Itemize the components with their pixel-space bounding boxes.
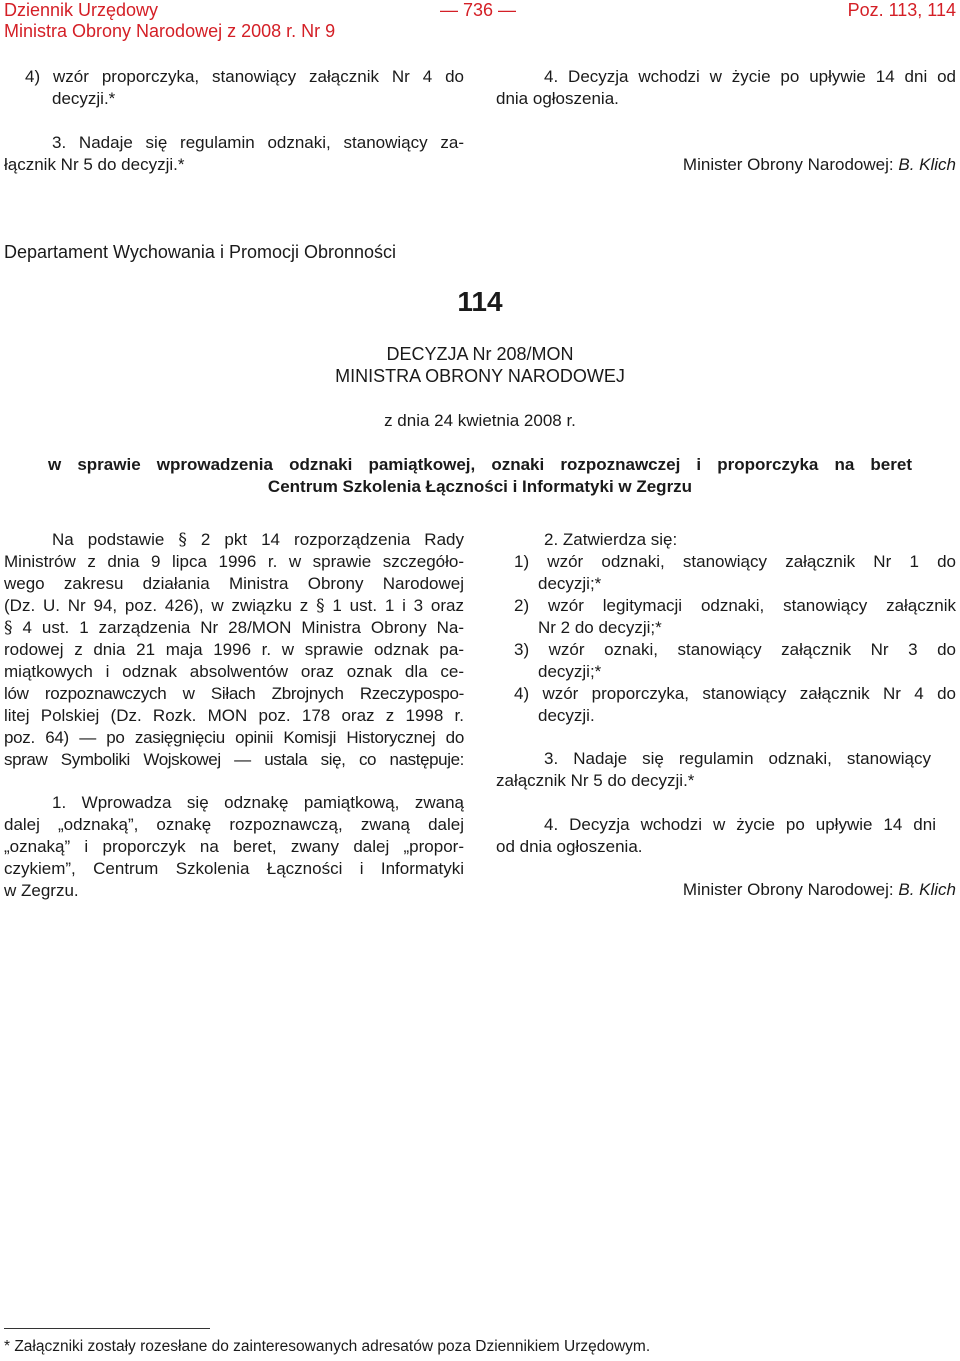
decision-number: 114 bbox=[457, 286, 503, 317]
paragraph-4-line-1: 4. Decyzja wchodzi w życie po upływie 14 dni bbox=[544, 815, 936, 834]
preamble-line-3: wego zakresu działania Ministra Obrony Narodowej bbox=[4, 574, 464, 593]
paragraph-2-heading: 2. Zatwierdza się: bbox=[544, 530, 678, 549]
preamble-line-6: rodowej z dnia 21 maja 1996 r. w sprawie odznak pa- bbox=[4, 640, 464, 659]
paragraph-1-line-3: „oznaką” i proporczyk na beret, zwany dalej „propor- bbox=[4, 837, 464, 856]
preamble-line-8: lów rozpoznawczych w Siłach Zbrojnych Rzeczypospo- bbox=[4, 684, 464, 703]
footnote: * Załączniki zostały rozesłane do zainteresowanych adresatów poza Dziennikiem Urzędowym. bbox=[4, 1338, 651, 1355]
preamble-line-4 bbox=[4, 595, 464, 618]
section-sign: § bbox=[316, 596, 325, 616]
department-name: Departament Wychowania i Promocji Obronności bbox=[4, 242, 397, 262]
preamble-text-a: (Dz. U. Nr 94, poz. 426), w związku z bbox=[4, 596, 317, 615]
preamble-line-5 bbox=[4, 617, 464, 640]
decision-subject-line2: Centrum Szkolenia Łączności i Informatyki w Zegrzu bbox=[267, 477, 693, 496]
page-number: — 736 — bbox=[440, 0, 517, 20]
ministry-line: Ministra Obrony Narodowej z 2008 r. Nr 9 bbox=[4, 21, 336, 41]
preamble-text-a: 4 ust. 1 zarządzenia Nr 28/MON Ministra Obrony Na- bbox=[12, 618, 464, 637]
footnote-divider bbox=[4, 1328, 210, 1329]
decision-date: z dnia 24 kwietnia 2008 r. bbox=[384, 411, 576, 430]
item-1-line-2: decyzji;* bbox=[538, 574, 602, 593]
paragraph-1-line-1: 1. Wprowadza się odznakę pamiątkową, zwaną bbox=[52, 793, 464, 812]
item-2-line-2: Nr 2 do decyzji;* bbox=[538, 618, 662, 637]
paragraph-1-line-4: czykiem”, Centrum Szkolenia Łączności i Informatyki bbox=[4, 859, 464, 878]
prev-signature-name: B. Klich bbox=[898, 155, 956, 174]
preamble-line-2: Ministrów z dnia 9 lipca 1996 r. w sprawie szczegóło- bbox=[4, 552, 464, 571]
prev-signature bbox=[683, 154, 956, 176]
paragraph-1-line-2: dalej „odznaką”, oznakę rozpoznawczą, zwaną dalej bbox=[4, 815, 464, 834]
preamble-line-1 bbox=[52, 529, 464, 552]
section-sign: § bbox=[4, 618, 13, 638]
position-label: Poz. 113, 114 bbox=[847, 0, 956, 20]
signature-name: B. Klich bbox=[898, 880, 956, 899]
decision-issuer: MINISTRA OBRONY NARODOWEJ bbox=[335, 366, 625, 386]
paragraph-3-line-1: 3. Nadaje się regulamin odznaki, stanowiący bbox=[544, 749, 931, 768]
prev-item-4-line1: 4) wzór proporczyka, stanowiący załącznik Nr 4 do bbox=[25, 67, 464, 86]
preamble-line-10: poz. 64) — po zasięgnięciu opinii Komisji Historycznej do bbox=[4, 728, 464, 747]
item-4-line-1: 4) wzór proporczyka, stanowiący załącznik Nr 4 do bbox=[514, 684, 956, 703]
signature bbox=[683, 879, 956, 901]
preamble-text-a: Na podstawie bbox=[52, 530, 179, 549]
preamble-line-11: spraw Symboliki Wojskowej — ustala się, co następuje: bbox=[4, 750, 464, 769]
paragraph-1-line-5: w Zegrzu. bbox=[4, 881, 79, 900]
preamble-line-7: miątkowych i odznak absolwentów oraz oznak dla ce- bbox=[4, 662, 464, 681]
signature-label: Minister Obrony Narodowej: bbox=[682, 880, 894, 899]
item-3-line-2: decyzji;* bbox=[538, 662, 602, 681]
preamble-text-b: 1 ust. 1 i 3 oraz bbox=[324, 596, 464, 615]
decision-title: DECYZJA Nr 208/MON bbox=[386, 344, 574, 364]
prev-signature-label: Minister Obrony Narodowej: bbox=[682, 155, 894, 174]
preamble-line-9: litej Polskiej (Dz. Rozk. MON poz. 178 oraz z 1998 r. bbox=[4, 706, 464, 725]
preamble-text-b: 2 pkt 14 rozporządzenia Rady bbox=[186, 530, 464, 549]
paragraph-4-line-2: od dnia ogłoszenia. bbox=[496, 837, 643, 856]
paragraph-3-line-2: załącznik Nr 5 do decyzji.* bbox=[496, 771, 695, 790]
prev-item-3-line2: łącznik Nr 5 do decyzji.* bbox=[4, 155, 185, 174]
journal-title: Dziennik Urzędowy bbox=[4, 0, 159, 20]
prev-item-3-line1: 3. Nadaje się regulamin odznaki, stanowiący za- bbox=[52, 133, 464, 152]
section-sign: § bbox=[178, 530, 187, 550]
prev-item-4-right-line2: dnia ogłoszenia. bbox=[496, 89, 619, 108]
item-3-line-1: 3) wzór oznaki, stanowiący załącznik Nr 3 do bbox=[514, 640, 956, 659]
prev-item-4-right-line1: 4. Decyzja wchodzi w życie po upływie 14 dni od bbox=[544, 67, 956, 86]
item-2-line-1: 2) wzór legitymacji odznaki, stanowiący załącznik bbox=[514, 596, 956, 615]
prev-item-4-line2: decyzji.* bbox=[52, 89, 116, 108]
decision-subject-line1: w sprawie wprowadzenia odznaki pamiątkowej, oznaki rozpoznawczej i proporczyka na beret bbox=[48, 455, 912, 474]
item-1-line-1: 1) wzór odznaki, stanowiący załącznik Nr 1 do bbox=[514, 552, 956, 571]
item-4-line-2: decyzji. bbox=[538, 706, 595, 725]
